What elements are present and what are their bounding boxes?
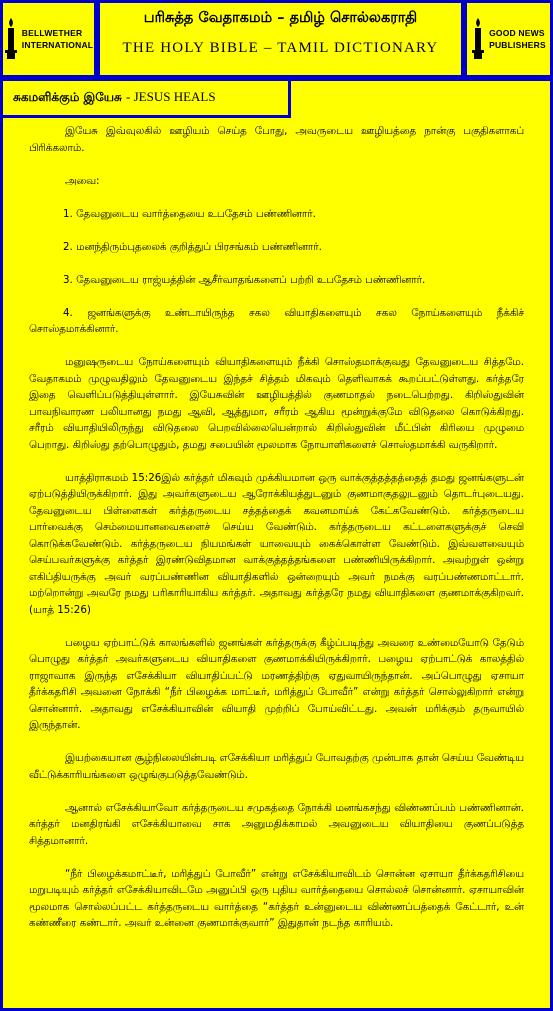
section-title-box	[0, 78, 291, 118]
list-item: 3. தேவனுடைய ராஜ்யத்தின் ஆசீர்வாதங்களைப் பற்றி உபதேசம் பண்ணினார்.	[63, 273, 426, 286]
candle-logo-icon	[471, 17, 485, 61]
section-title	[3, 87, 288, 107]
body-paragraph: மனுஷருடைய நோய்களையும் வியாதிகளையும் நீக்கி சொஸ்தமாக்குவது தேவனுடைய சித்தமே. வேதாகமம் முழுவதிலும் தேவனுடைய இந்தச் சித்தம் மிகவும் தெளிவாகக் கூறப்பட்டுள்ளது. கர்த்தரே இதை வெளிப்படுத்தியுள்ளார். இயேசுவின் ஊழியத்தில் குணமாதல் நடைபெற்றது. கிறிஸ்துவின் பாவநிவாரண பலியானது நமது ஆவி, ஆத்துமா, சரீரம் ஆகிய மூன்றுக்குமே விடுதலை கொடுக்கிறது. சரீரம் வியாதியிலிருந்து விடுதலை பெறவில்லையென்றால் கிறிஸ்துவின் மீட்பின் கிரியை முழுமை பெறாது. கிறிஸ்து தற்பொழுதும், தமது சபையின் மூலமாக நோயாளிகளைச் சொஸ்தமாக்கி வருகிறார்.	[29, 356, 524, 451]
candle-logo-icon	[4, 17, 18, 61]
bellwether-logo-box	[0, 0, 97, 78]
list-item: 2. மனந்திரும்புதலைக் குறித்துப் பிரசங்கம் பண்ணினார்.	[63, 240, 322, 253]
body-paragraph: இயற்கையான சூழ்நிலையின்படி எசேக்கியா மரித்துப் போவதற்கு முன்பாக தான் செய்ய வேண்டிய வீட்டுக்காரியங்களை ஒழுங்குபடுத்தவேண்டும்.	[29, 752, 524, 781]
list-item: 1. தேவனுடைய வார்த்தையை உபதேசம் பண்ணினார்.	[63, 207, 316, 220]
title-english: THE HOLY BIBLE – TAMIL DICTIONARY	[122, 40, 439, 56]
header-title-box	[97, 0, 464, 78]
list-item: 4. ஜனங்களுக்கு உண்டாயிருந்த சகல வியாதிகளையும் சகல நோய்களையும் நீக்கிச் சொஸ்தமாக்கினார்.	[29, 306, 524, 335]
body-paragraph: “நீர் பிழைக்கமாட்டீர், மரித்துப் போவீர்” என்று எசேக்கியாவிடம் சொன்ன ஏசாயா தீர்க்கதரிசியை மறுபடியும் கர்த்தர் எசேக்கியாவிடமே அனுப்பி ஒரு புதிய வார்த்தையை சொல்லச் சொன்னார். ஏசாயாவின் மூலமாக சொல்லப்பட்ட கர்த்தருடைய வார்த்தை “கர்த்தர் உன்னுடைய விண்ணப்பத்தைக் கேட்டார், உன் கண்ணீரை கண்டார். அவர் உன்னை குணமாக்குவார்” இதுதான் நடந்த காரியம்.	[29, 867, 524, 929]
good-news-logo-text: GOOD NEWS PUBLISHERS	[489, 28, 546, 50]
section-title-tamil: சுகமளிக்கும் இயேசு	[13, 90, 122, 104]
body-paragraph: பழைய ஏற்பாட்டுக் காலங்களில் ஜனங்கள் கர்த்தருக்கு கீழ்ப்படிந்து அவரை உண்மையோடு தேடும் பொழுது கர்த்தர் அவர்களுடைய வியாதிகளை குணமாக்கியிருக்கிறார். பழைய ஏற்பாட்டுக் காலத்தில் ராஜாவாக இருந்த எசேக்கியா வியாதிப்பட்டு மரணத்திற்கு ஏதுவாயிருந்தான். அப்பொழுது ஏசாயா தீர்க்கதரிசி அவனை நோக்கி “நீர் பிழைக்க மாட்டீர், மரித்துப் போவீர்” என்று கர்த்தர் சொல்லுகிறார் என்று சொன்னார். அதாவது எசேக்கியாவின் வியாதி முற்றிப் போய்விட்டது. அவன் மரிக்கும் தருவாயில் இருந்தான்.	[29, 636, 524, 731]
title-tamil: பரிசுத்த வேதாகமம் – தமிழ் சொல்லகராதி	[143, 10, 418, 26]
body-paragraph: யாத்திராகமம் 15:26இல் கர்த்தர் மிகவும் முக்கியமான ஒரு வாக்குத்தத்தத்தைத் தமது ஜனங்களுடன் ஏற்படுத்தியிருக்கிறார். இது அவர்களுடைய ஆரோக்கியத்துடனும் குணமாகுதலுடனும் தொடர்புடையது. தேவனுடைய பிள்ளைகள் கர்த்தருடைய சத்தத்தைக் கவனமாய்க் கேட்கவேண்டும். கர்த்தருடைய பார்வைக்கு செம்மையானவைகளைச் செய்ய வேண்டும். கர்த்தருடைய கட்டளைகளுக்குச் செவி கொடுக்கவேண்டும். கர்த்தருடைய நியமங்கள் யாவையும் கைக்கொள்ள வேண்டும். இவ்வளவையும் செய்பவர்களுக்கு கர்த்தர் இரண்டுவிதமான வாக்குத்தத்தங்களை பண்ணியிருக்கிறார். அவற்றுள் ஒன்று எகிப்தியருக்கு அவர் வரப்பண்ணின வியாதிகளில் ஒன்றையும் அவர் நமக்கு வரப்பண்ணமாட்டார். மற்றொன்று அவரே நமது பரிகாரியாகிய கர்த்தர். அதாவது கர்த்தரே நமது வியாதிகளை குணமாக்குகிறவர். (யாத் 15:26)	[29, 471, 524, 616]
section-title-english: - JESUS HEALS	[126, 89, 216, 104]
avai-label: அவை:	[65, 174, 100, 187]
bellwether-logo-text: BELLWETHER INTERNATIONAL	[21, 28, 94, 50]
body-paragraph: ஆனால் எசேக்கியாவோ கர்த்தருடைய சமுகத்தை நோக்கி மனங்கசந்து விண்ணப்பம் பண்ணினான். கர்த்தர் மனதிரங்கி எசேக்கியாவை சாக அனுமதிக்காமல் அவனுடைய வியாதியை குணப்படுத்த சித்தமானார்.	[29, 801, 524, 847]
content-box	[0, 78, 553, 1011]
article-body	[3, 81, 550, 932]
intro-paragraph: இயேசு இவ்வுலகில் ஊழியம் செய்த போது, அவருடைய ஊழியத்தை நான்கு பகுதிகளாகப் பிரிக்கலாம்.	[29, 125, 524, 154]
good-news-logo-box	[464, 0, 553, 78]
